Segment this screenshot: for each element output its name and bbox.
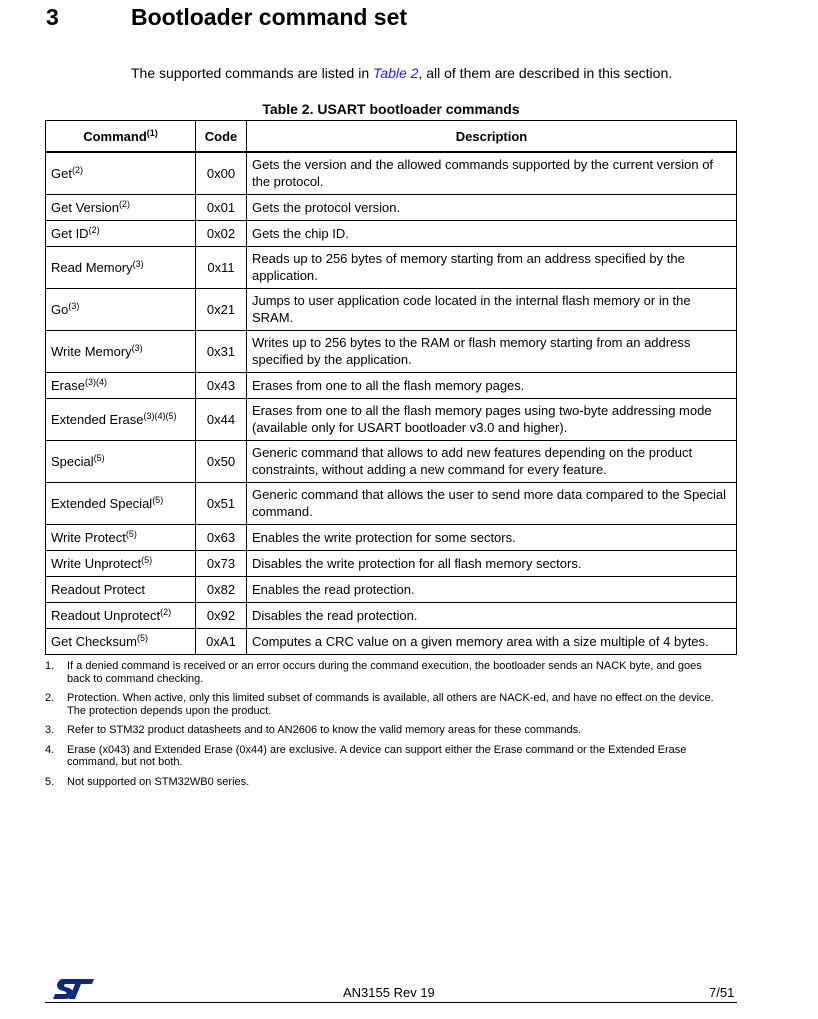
table-row xyxy=(46,246,737,288)
header-command xyxy=(46,121,196,153)
description-cell: Disables the write protection for all flash memory sectors. xyxy=(247,550,737,576)
table-2-link[interactable]: Table 2 xyxy=(373,65,419,81)
command-name: Get xyxy=(51,165,72,181)
table-row xyxy=(46,576,737,602)
command-footnote-ref: (2) xyxy=(71,164,83,175)
command-cell xyxy=(46,440,196,482)
footnote-text: If a denied command is received or an error occurs during the command execution, the bootloader sends an NACK byte, and goes back to command checking. xyxy=(67,660,702,685)
code-cell: 0x01 xyxy=(196,194,247,220)
description-cell: Writes up to 256 bytes to the RAM or flash memory starting from an address specified by the application. xyxy=(247,330,737,372)
description-cell: Gets the version and the allowed commands supported by the current version of the protocol. xyxy=(247,152,737,194)
command-cell xyxy=(46,152,196,194)
command-cell xyxy=(46,288,196,330)
table-row xyxy=(46,288,737,330)
command-name: Write Protect xyxy=(51,529,126,545)
description-cell: Enables the write protection for some sectors. xyxy=(247,524,737,550)
command-cell xyxy=(46,398,196,440)
command-name: Get ID xyxy=(51,225,89,241)
footnote-text: Erase (x043) and Extended Erase (0x44) are exclusive. A device can support either the Erase command or the Extended Erase command, but not both. xyxy=(67,743,687,768)
code-cell: 0xA1 xyxy=(196,628,247,654)
footnote-number: 4. xyxy=(45,743,55,756)
command-name: Write Unprotect xyxy=(51,555,142,571)
commands-table-body xyxy=(46,152,737,654)
intro-text-before: The supported commands are listed in xyxy=(131,65,374,81)
command-name: Write Memory xyxy=(51,343,132,359)
command-cell xyxy=(46,576,196,602)
description-cell: Erases from one to all the flash memory pages. xyxy=(247,372,737,398)
command-footnote-ref: (3)(4) xyxy=(84,376,107,387)
header-description: Description xyxy=(247,121,737,153)
description-cell: Generic command that allows the user to send more data compared to the Special command. xyxy=(247,482,737,524)
code-cell: 0x50 xyxy=(196,440,247,482)
command-cell xyxy=(46,372,196,398)
command-footnote-ref: (2) xyxy=(88,224,100,235)
header-command-label: Command xyxy=(83,128,147,144)
description-cell: Enables the read protection. xyxy=(247,576,737,602)
footnote-number: 3. xyxy=(45,724,55,736)
table-row xyxy=(46,482,737,524)
command-footnote-ref: (5) xyxy=(125,528,137,539)
table-row xyxy=(46,550,737,576)
footnote xyxy=(45,776,725,789)
footnote-number: 2. xyxy=(45,692,55,704)
description-cell: Disables the read protection. xyxy=(247,602,737,628)
table-row xyxy=(46,440,737,482)
command-footnote-ref: (5) xyxy=(93,452,105,463)
command-name: Erase xyxy=(51,377,85,393)
command-name: Read Memory xyxy=(51,259,133,275)
footnote-text: Protection. When active, only this limited subset of commands is available, all others are NACK-ed, and have no effect on the device. The protection depends upon the product. xyxy=(67,692,714,717)
footer-document-id: AN3155 Rev 19 xyxy=(343,985,435,1000)
command-footnote-ref: (3) xyxy=(132,258,144,269)
description-cell: Gets the chip ID. xyxy=(247,220,737,246)
command-footnote-ref: (5) xyxy=(141,554,153,565)
command-footnote-ref: (3) xyxy=(68,300,80,311)
code-cell: 0x92 xyxy=(196,602,247,628)
table-row xyxy=(46,628,737,654)
command-cell xyxy=(46,628,196,654)
code-cell: 0x02 xyxy=(196,220,247,246)
footer-divider xyxy=(45,1002,737,1003)
code-cell: 0x73 xyxy=(196,550,247,576)
command-name: Readout Unprotect xyxy=(51,607,161,623)
header-code: Code xyxy=(196,121,247,153)
command-cell xyxy=(46,330,196,372)
command-footnote-ref: (3)(4)(5) xyxy=(143,410,177,421)
code-cell: 0x63 xyxy=(196,524,247,550)
command-footnote-ref: (3) xyxy=(131,342,143,353)
command-cell xyxy=(46,246,196,288)
description-cell: Jumps to user application code located in the internal flash memory or in the SRAM. xyxy=(247,288,737,330)
command-cell xyxy=(46,602,196,628)
command-name: Extended Special xyxy=(51,495,153,511)
table-row xyxy=(46,398,737,440)
description-cell: Reads up to 256 bytes of memory starting from an address specified by the application. xyxy=(247,246,737,288)
footnote-number: 1. xyxy=(45,660,55,672)
intro-paragraph xyxy=(131,65,672,81)
table-row xyxy=(46,524,737,550)
footnote-text: Refer to STM32 product datasheets and to AN2606 to know the valid memory areas for these commands. xyxy=(67,724,582,736)
command-cell xyxy=(46,194,196,220)
section-title: Bootloader command set xyxy=(131,4,408,30)
code-cell: 0x00 xyxy=(196,152,247,194)
command-footnote-ref: (2) xyxy=(118,198,130,209)
code-cell: 0x21 xyxy=(196,288,247,330)
table-row xyxy=(46,220,737,246)
code-cell: 0x31 xyxy=(196,330,247,372)
table-row xyxy=(46,372,737,398)
command-name: Get Version xyxy=(51,199,119,215)
command-name: Extended Erase xyxy=(51,411,144,427)
description-cell: Erases from one to all the flash memory pages using two-byte addressing mode (available only for USART bootloader v3.0 and higher). xyxy=(247,398,737,440)
command-cell xyxy=(46,524,196,550)
intro-text-after: , all of them are described in this section. xyxy=(418,65,673,81)
table-header-row xyxy=(46,121,737,153)
table-row xyxy=(46,602,737,628)
command-name: Go xyxy=(51,301,69,317)
code-cell: 0x43 xyxy=(196,372,247,398)
footnote-text: Not supported on STM32WB0 series. xyxy=(67,775,250,788)
footnote xyxy=(45,744,725,769)
command-cell xyxy=(46,482,196,524)
code-cell: 0x44 xyxy=(196,398,247,440)
code-cell: 0x82 xyxy=(196,576,247,602)
footnote xyxy=(45,692,725,717)
footnote xyxy=(45,660,725,685)
table-row xyxy=(46,152,737,194)
commands-table xyxy=(45,120,737,655)
header-command-note: (1) xyxy=(146,127,158,138)
table-row xyxy=(46,194,737,220)
command-cell xyxy=(46,550,196,576)
command-footnote-ref: (5) xyxy=(136,632,148,643)
footnote xyxy=(45,724,725,737)
description-cell: Generic command that allows to add new features depending on the product constraints, without adding a new command for every feature. xyxy=(247,440,737,482)
command-footnote-ref: (2) xyxy=(160,606,172,617)
command-footnote-ref: (5) xyxy=(152,494,164,505)
section-number: 3 xyxy=(46,4,59,30)
description-cell: Computes a CRC value on a given memory area with a size multiple of 4 bytes. xyxy=(247,628,737,654)
footer-page-number: 7/51 xyxy=(709,985,735,1000)
command-name: Special xyxy=(51,453,94,469)
footnote-number: 5. xyxy=(45,775,55,788)
command-cell xyxy=(46,220,196,246)
description-cell: Gets the protocol version. xyxy=(247,194,737,220)
command-name: Readout Protect xyxy=(51,581,145,597)
code-cell: 0x51 xyxy=(196,482,247,524)
table-caption: Table 2. USART bootloader commands xyxy=(262,101,520,117)
code-cell: 0x11 xyxy=(196,246,247,288)
command-name: Get Checksum xyxy=(51,633,137,649)
footnotes xyxy=(45,660,725,795)
table-row xyxy=(46,330,737,372)
